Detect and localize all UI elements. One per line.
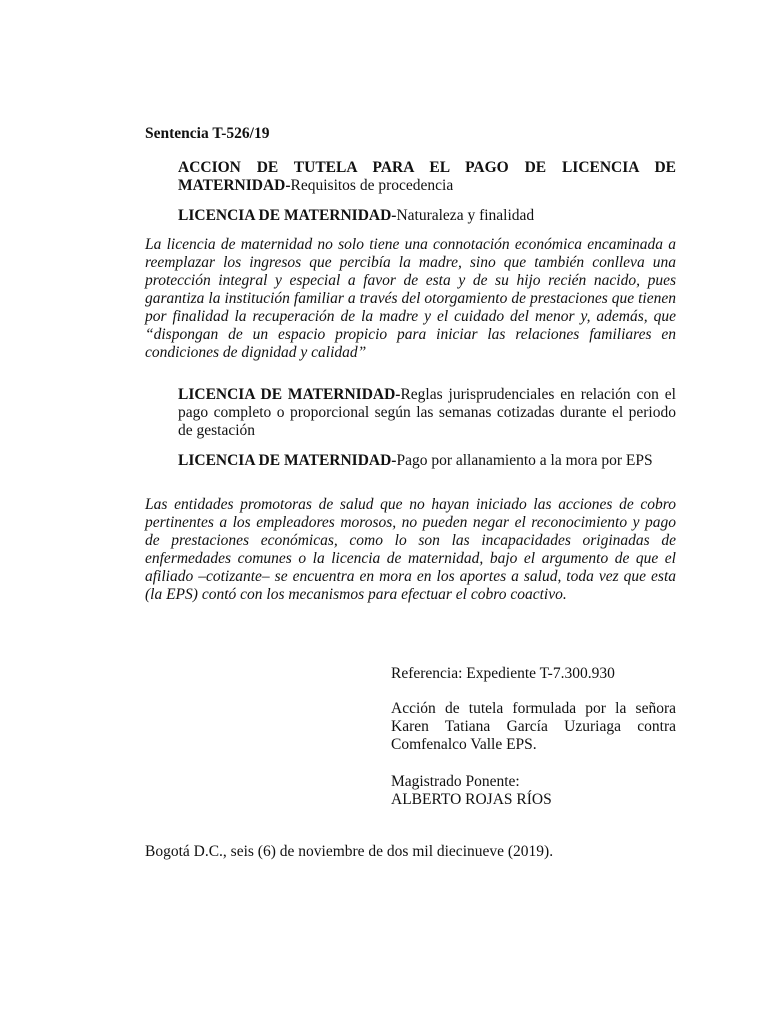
paragraph-licencia-connotacion: La licencia de maternidad no solo tiene una connotación económica encaminada a reemplazar los ingresos que percibía la madre, sino que también conlleva una protección integral y especial a favor de esta y de su hijo recién nacido, pues garantiza la institución familiar a través del otorgamiento de prestaciones que tienen por finalidad la recuperación de la madre y el cuidado del menor y, además, que “dispongan de un espacio propicio para iniciar las relaciones familiares en condiciones de dignidad y calidad” — [145, 236, 676, 361]
heading-allanamiento-normal: Pago por allanamiento a la mora por EPS — [396, 452, 653, 469]
magistrado-name: ALBERTO ROJAS RÍOS — [391, 791, 552, 808]
heading-tutela-bold: ACCION DE TUTELA PARA EL PAGO DE LICENCIA DE MATERNIDAD- — [178, 159, 676, 194]
heading-naturaleza — [178, 207, 676, 225]
heading-reglas-jurisprudenciales — [178, 386, 676, 440]
fecha-sentencia: Bogotá D.C., seis (6) de noviembre de dos mil diecinueve (2019). — [145, 843, 554, 860]
heading-tutela-normal: Requisitos de procedencia — [290, 177, 454, 194]
paragraph-entidades-promotoras: Las entidades promotoras de salud que no hayan iniciado las acciones de cobro pertinentes a los empleadores morosos, no pueden negar el reconocimiento y pago de prestaciones económicas, como lo son las incapacidades originadas de enfermedades comunes o la licencia de maternidad, bajo el argumento de que el afiliado –cotizante– se encuentra en mora en los aportes a salud, toda vez que esta (la EPS) contó con los mecanismos para efectuar el cobro coactivo. — [145, 496, 676, 603]
document-title: Sentencia T-526/19 — [145, 125, 270, 142]
heading-reglas-bold: LICENCIA DE MATERNIDAD- — [178, 386, 401, 403]
referencia-expediente: Referencia: Expediente T-7.300.930 — [391, 665, 615, 682]
heading-allanamiento-bold: LICENCIA DE MATERNIDAD- — [178, 452, 397, 469]
magistrado-label: Magistrado Ponente: — [391, 773, 520, 790]
heading-tutela-licencia — [178, 159, 676, 195]
heading-naturaleza-normal: Naturaleza y finalidad — [396, 207, 535, 224]
accion-tutela-description: Acción de tutela formulada por la señora Karen Tatiana García Uzuriaga contra Comfenalco Valle EPS. — [391, 700, 676, 753]
heading-allanamiento-mora — [178, 452, 676, 470]
heading-naturaleza-bold: LICENCIA DE MATERNIDAD- — [178, 207, 397, 224]
heading-reglas-normal: Reglas jurisprudenciales en relación con el pago completo o proporcional según las semanas cotizadas durante el periodo de gestación — [178, 386, 676, 439]
